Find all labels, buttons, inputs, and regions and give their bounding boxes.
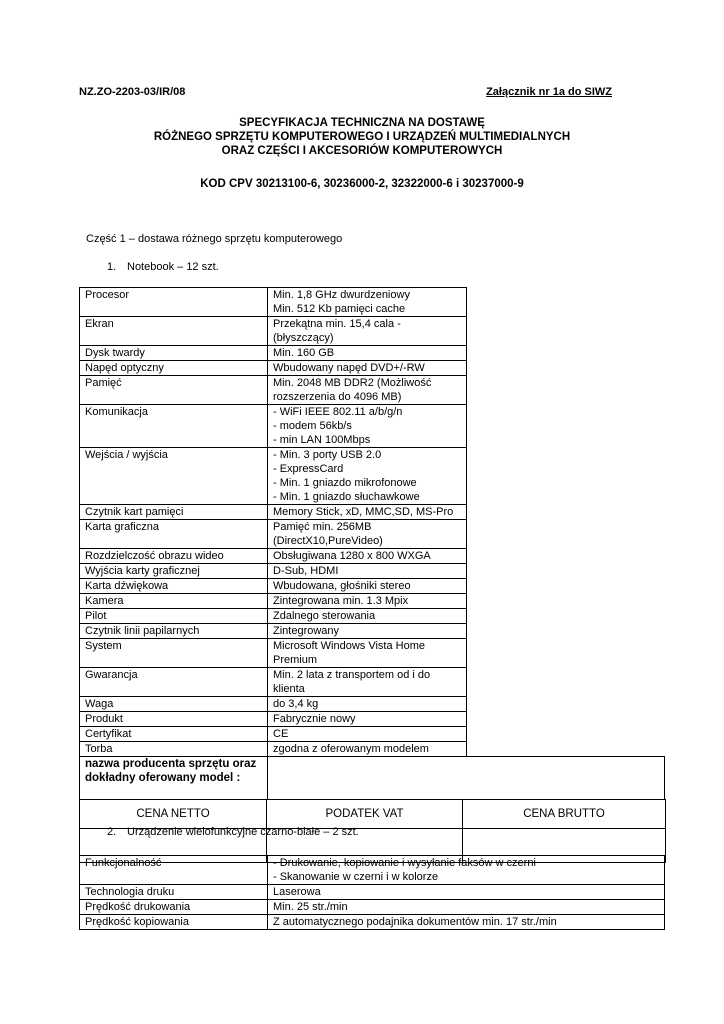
producer-label: nazwa producenta sprzętu oraz dokładny oferowany model :	[80, 757, 268, 800]
price-gross-header: CENA BRUTTO	[463, 800, 666, 829]
notebook-spec-value-line: Memory Stick, xD, MMC,SD, MS-Pro	[273, 506, 454, 518]
notebook-spec-value-line: Zintegrowana min. 1.3 Mpix	[273, 595, 409, 607]
printer-spec-value-line: Z automatycznego podajnika dokumentów min. 17 str./min	[273, 916, 557, 928]
notebook-spec-param-value	[268, 609, 467, 624]
item-1-heading	[107, 261, 219, 273]
printer-spec-param-name: Prędkość drukowania	[80, 900, 268, 915]
notebook-spec-param-value	[268, 594, 467, 609]
notebook-spec-row	[80, 505, 665, 520]
printer-spec-param-value	[268, 915, 665, 930]
notebook-spec-param-value	[268, 549, 467, 564]
notebook-spec-param-value	[268, 448, 467, 505]
notebook-spec-param-name: Pilot	[80, 609, 268, 624]
notebook-spec-param-value	[268, 505, 467, 520]
notebook-spec-value-line: Fabrycznie nowy	[273, 713, 356, 725]
notebook-spec-value-line: D-Sub, HDMI	[273, 565, 339, 577]
notebook-spec-value-line: Min. 160 GB	[273, 347, 335, 359]
notebook-spec-row	[80, 712, 665, 727]
item-1-label: Notebook – 12 szt.	[127, 261, 219, 273]
notebook-spec-param-name: Czytnik kart pamięci	[80, 505, 268, 520]
notebook-spec-value-line: Obsługiwana 1280 x 800 WXGA	[273, 550, 431, 562]
notebook-spec-value-line: - modem 56kb/s	[273, 420, 352, 432]
cpv-code: KOD CPV 30213100-6, 30236000-2, 32322000-6 i 30237000-9	[200, 178, 524, 190]
notebook-spec-value-line: - Min. 1 gniazdo mikrofonowe	[273, 477, 417, 489]
notebook-spec-param-name: Gwarancja	[80, 668, 268, 697]
notebook-spec-param-name: Karta dźwiękowa	[80, 579, 268, 594]
notebook-spec-row	[80, 742, 665, 757]
notebook-spec-param-name: Dysk twardy	[80, 346, 268, 361]
notebook-spec-row	[80, 639, 665, 668]
notebook-spec-value-line: Wbudowana, głośniki stereo	[273, 580, 411, 592]
notebook-spec-value-line: zgodna z oferowanym modelem	[273, 743, 429, 755]
notebook-spec-param-value	[268, 317, 467, 346]
part-heading: Część 1 – dostawa różnego sprzętu komputerowego	[86, 233, 343, 245]
notebook-spec-row	[80, 697, 665, 712]
notebook-spec-value-line: - WiFi IEEE 802.11 a/b/g/n	[273, 406, 403, 418]
printer-spec-param-value	[268, 900, 665, 915]
notebook-spec-row	[80, 564, 665, 579]
item-2-heading	[107, 826, 359, 838]
price-vat-header: PODATEK VAT	[267, 800, 463, 829]
notebook-spec-param-name: Pamięć	[80, 376, 268, 405]
notebook-spec-value-line: - min LAN 100Mbps	[273, 434, 371, 446]
notebook-spec-table	[79, 287, 665, 800]
notebook-spec-row	[80, 288, 665, 317]
printer-spec-param-name: Prędkość kopiowania	[80, 915, 268, 930]
printer-spec-param-name: Funkcjonalność	[80, 856, 268, 885]
title-line-1: SPECYFIKACJA TECHNICZNA NA DOSTAWĘ	[239, 117, 485, 129]
notebook-spec-param-value	[268, 624, 467, 639]
notebook-spec-row	[80, 668, 665, 697]
notebook-spec-param-name: Waga	[80, 697, 268, 712]
producer-value-cell[interactable]	[268, 757, 665, 800]
notebook-spec-param-value	[268, 288, 467, 317]
notebook-spec-param-name: Napęd optyczny	[80, 361, 268, 376]
notebook-spec-value-line: Wbudowany napęd DVD+/-RW	[273, 362, 425, 374]
producer-row	[80, 757, 665, 800]
notebook-spec-row	[80, 609, 665, 624]
printer-spec-row	[80, 885, 665, 900]
printer-spec-row	[80, 856, 665, 885]
notebook-spec-row	[80, 520, 665, 549]
notebook-spec-value-line: Zdalnego sterowania	[273, 610, 376, 622]
printer-spec-value-line: - Drukowanie, kopiowanie i wysyłanie faksów w czerni	[273, 857, 536, 869]
item-2-number: 2.	[107, 826, 117, 838]
notebook-spec-row	[80, 549, 665, 564]
notebook-spec-value-line: Przekątna min. 15,4 cala - (błyszczący)	[273, 318, 401, 344]
printer-spec-row	[80, 915, 665, 930]
notebook-spec-param-name: System	[80, 639, 268, 668]
notebook-spec-value-line: Microsoft Windows Vista Home Premium	[273, 640, 426, 666]
printer-spec-value-line: Min. 25 str./min	[273, 901, 348, 913]
title-line-3: ORAZ CZĘŚCI I AKCESORIÓW KOMPUTEROWYCH	[221, 145, 503, 157]
notebook-spec-param-name: Czytnik linii papilarnych	[80, 624, 268, 639]
price-header-row	[80, 800, 666, 829]
notebook-spec-param-value	[268, 727, 467, 742]
notebook-spec-param-value	[268, 520, 467, 549]
notebook-spec-value-line: CE	[273, 728, 289, 740]
notebook-spec-param-value	[268, 564, 467, 579]
notebook-spec-param-name: Wyjścia karty graficznej	[80, 564, 268, 579]
notebook-spec-value-line: Zintegrowany	[273, 625, 340, 637]
notebook-spec-param-name: Rozdzielczość obrazu wideo	[80, 549, 268, 564]
item-1-number: 1.	[107, 261, 117, 273]
notebook-spec-param-value	[268, 361, 467, 376]
printer-spec-param-name: Technologia druku	[80, 885, 268, 900]
notebook-spec-value-line: - Min. 1 gniazdo słuchawkowe	[273, 491, 420, 503]
notebook-spec-row	[80, 376, 665, 405]
notebook-spec-row	[80, 317, 665, 346]
notebook-spec-param-value	[268, 697, 467, 712]
notebook-spec-param-value	[268, 639, 467, 668]
notebook-spec-param-name: Karta graficzna	[80, 520, 268, 549]
printer-spec-value-line: Laserowa	[273, 886, 321, 898]
notebook-spec-value-line: Pamięć min. 256MB (DirectX10,PureVideo)	[273, 521, 383, 547]
printer-spec-table	[79, 855, 665, 930]
printer-spec-row	[80, 900, 665, 915]
printer-spec-param-value	[268, 885, 665, 900]
printer-spec-value-line: - Skanowanie w czerni i w kolorze	[273, 871, 439, 883]
price-net-header: CENA NETTO	[80, 800, 267, 829]
notebook-spec-value-line: Min. 2048 MB DDR2 (Możliwość rozszerzenia do 4096 MB)	[273, 377, 432, 403]
notebook-spec-param-value	[268, 668, 467, 697]
notebook-spec-param-name: Ekran	[80, 317, 268, 346]
notebook-spec-param-value	[268, 579, 467, 594]
document-reference: NZ.ZO-2203-03/IR/08	[79, 86, 186, 98]
notebook-spec-value-line: Min. 512 Kb pamięci cache	[273, 303, 406, 315]
notebook-spec-param-name: Komunikacja	[80, 405, 268, 448]
notebook-spec-param-value	[268, 405, 467, 448]
notebook-spec-row	[80, 361, 665, 376]
item-2-label: Urządzenie wielofunkcyjne czarno-białe – 2 szt.	[127, 826, 359, 838]
notebook-spec-param-name: Procesor	[80, 288, 268, 317]
notebook-spec-value-line: Min. 2 lata z transportem od i do klienta	[273, 669, 431, 695]
notebook-spec-row	[80, 579, 665, 594]
notebook-spec-param-value	[268, 376, 467, 405]
notebook-spec-param-name: Wejścia / wyjścia	[80, 448, 268, 505]
notebook-spec-value-line: do 3,4 kg	[273, 698, 319, 710]
notebook-spec-row	[80, 346, 665, 361]
notebook-spec-value-line: Min. 1,8 GHz dwurdzeniowy	[273, 289, 410, 301]
notebook-spec-param-name: Certyfikat	[80, 727, 268, 742]
printer-spec-param-value	[268, 856, 665, 885]
title-line-2: RÓŻNEGO SPRZĘTU KOMPUTEROWEGO I URZĄDZEŃ MULTIMEDIALNYCH	[153, 131, 571, 143]
notebook-spec-param-name: Torba	[80, 742, 268, 757]
notebook-spec-row	[80, 594, 665, 609]
notebook-spec-param-value	[268, 346, 467, 361]
notebook-spec-param-name: Produkt	[80, 712, 268, 727]
notebook-spec-row	[80, 727, 665, 742]
notebook-spec-row	[80, 624, 665, 639]
notebook-spec-param-value	[268, 712, 467, 727]
notebook-spec-row	[80, 448, 665, 505]
notebook-spec-param-name: Kamera	[80, 594, 268, 609]
notebook-spec-value-line: - Min. 3 porty USB 2.0	[273, 449, 382, 461]
annex-label: Załącznik nr 1a do SIWZ	[486, 86, 612, 98]
notebook-spec-param-value	[268, 742, 467, 757]
notebook-spec-row	[80, 405, 665, 448]
notebook-spec-value-line: - ExpressCard	[273, 463, 344, 475]
